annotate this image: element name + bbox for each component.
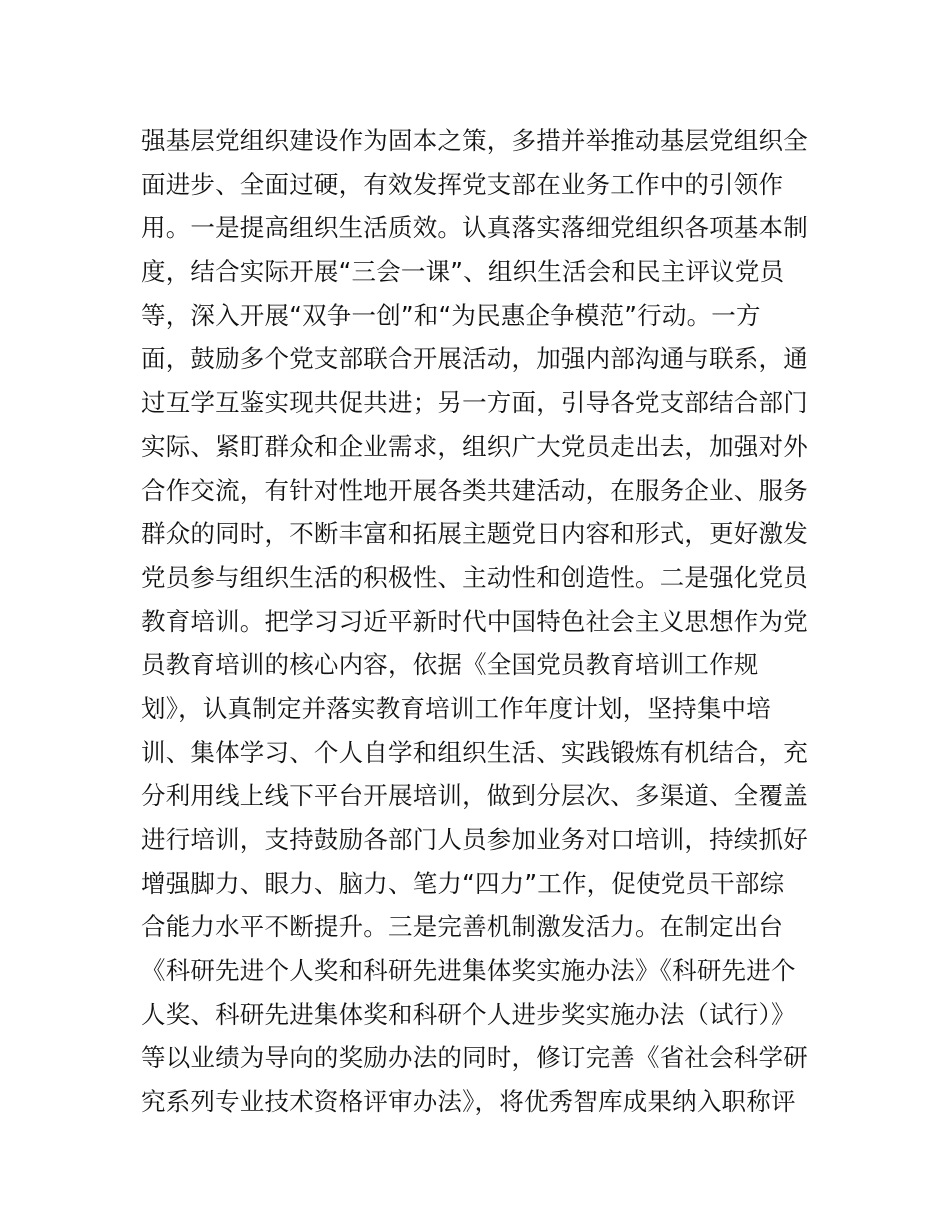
text-line: 面，鼓励多个党支部联合开展活动，加强内部沟通与联系，通	[141, 344, 808, 374]
text-line: 教育培训。把学习习近平新时代中国特色社会主义思想作为党	[141, 606, 808, 636]
text-line: 合能力水平不断提升。三是完善机制激发活力。在制定出台	[141, 912, 784, 942]
text-line: 增强脚力、眼力、脑力、笔力“四力”工作，促使党员干部综	[141, 868, 785, 898]
text-line: 训、集体学习、个人自学和组织生活、实践锻炼有机结合，充	[141, 737, 808, 767]
text-line: 强基层党组织建设作为固本之策，多措并举推动基层党组织全	[141, 126, 808, 155]
text-line: 人奖、科研先进集体奖和科研个人进步奖实施办法（试行）》	[141, 999, 796, 1029]
body-text	[141, 119, 821, 1124]
text-line: 员教育培训的核心内容，依据《全国党员教育培训工作规	[141, 650, 759, 680]
text-line: 究系列专业技术资格评审办法》，将优秀智库成果纳入职称评	[141, 1087, 796, 1117]
text-line: 实际、紧盯群众和企业需求，组织广大党员走出去，加强对外	[141, 431, 808, 461]
text-line: 《科研先进个人奖和科研先进集体奖实施办法》《科研先进个	[141, 956, 796, 986]
text-line: 进行培训，支持鼓励各部门人员参加业务对口培训，持续抓好	[141, 825, 808, 854]
text-line: 面进步、全面过硬，有效发挥党支部在业务工作中的引领作	[141, 169, 784, 199]
text-line: 划》，认真制定并落实教育培训工作年度计划，坚持集中培	[141, 693, 771, 723]
text-line: 合作交流，有针对性地开展各类共建活动，在服务企业、服务	[141, 475, 808, 505]
text-line: 群众的同时，不断丰富和拓展主题党日内容和形式，更好激发	[141, 519, 808, 549]
text-line: 过互学互鉴实现共促共进；另一方面，引导各党支部结合部门	[141, 388, 808, 418]
text-line: 等，深入开展“双争一创”和“为民惠企争模范”行动。一方	[141, 300, 761, 330]
text-line: 用。一是提高组织生活质效。认真落实落细党组织各项基本制	[141, 213, 808, 243]
text-line: 党员参与组织生活的积极性、主动性和创造性。二是强化党员	[141, 562, 808, 592]
text-line: 分利用线上线下平台开展培训，做到分层次、多渠道、全覆盖	[141, 781, 808, 811]
text-line: 等以业绩为导向的奖励办法的同时，修订完善《省社会科学研	[141, 1043, 808, 1073]
text-line: 度，结合实际开展“三会一课”、组织生活会和民主评议党员	[141, 257, 785, 287]
